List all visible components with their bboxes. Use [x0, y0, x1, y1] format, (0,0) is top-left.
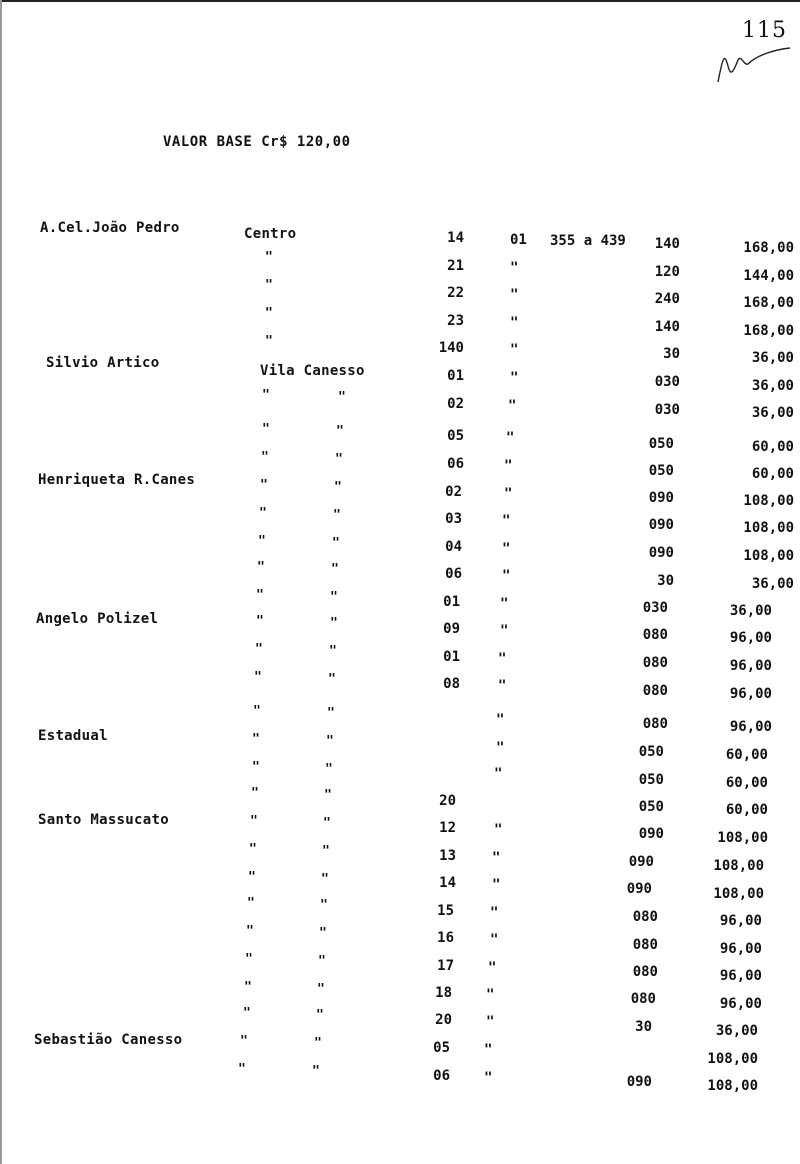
area-value: 080 [630, 991, 656, 1007]
area-value: 030 [642, 600, 668, 616]
area-value: 080 [642, 627, 668, 643]
lot-number: 03 [445, 511, 462, 527]
ditto-mark: " [261, 450, 269, 465]
ditto-mark: " [251, 786, 259, 801]
lot-number: 15 [437, 903, 454, 919]
lot-number: 13 [439, 848, 456, 864]
quadra-number: " [506, 430, 515, 446]
lot-number: 01 [447, 368, 464, 384]
area-value: 30 [663, 346, 680, 362]
valor-value: 36,00 [751, 576, 794, 592]
quadra-number: " [494, 822, 503, 838]
valor-value: 96,00 [719, 913, 762, 929]
range-text: 355 a 439 [550, 233, 626, 249]
quadra-number: " [510, 315, 519, 331]
valor-value: 108,00 [707, 1051, 758, 1067]
ditto-mark: " [333, 508, 341, 523]
valor-value: 108,00 [743, 493, 794, 509]
lot-number: 21 [447, 258, 464, 274]
area-value: 140 [654, 319, 680, 335]
lot-number: 12 [439, 820, 456, 836]
valor-value: 108,00 [707, 1078, 758, 1094]
ditto-mark: " [326, 734, 334, 749]
ditto-mark: " [314, 1036, 322, 1051]
ditto-mark: " [258, 534, 266, 549]
ditto-mark: " [334, 480, 342, 495]
owner-name: Henriqueta R.Canes [38, 472, 196, 488]
ditto-mark: " [248, 870, 256, 885]
ditto-mark: " [318, 954, 326, 969]
ditto-mark: " [328, 672, 336, 687]
lot-number: 20 [439, 793, 456, 809]
lot-number: 14 [439, 875, 456, 891]
lot-number: 23 [447, 313, 464, 329]
ditto-mark: " [330, 616, 338, 631]
owner-name: A.Cel.João Pedro [40, 220, 180, 236]
lot-number: 20 [435, 1012, 452, 1028]
ditto-mark: " [320, 898, 328, 913]
area-value: 080 [642, 655, 668, 671]
lot-number: 06 [433, 1068, 450, 1084]
ditto-mark: " [331, 562, 339, 577]
ditto-mark: " [265, 250, 273, 265]
lot-number: 18 [435, 985, 452, 1001]
ditto-mark: " [255, 642, 263, 657]
quadra-number: " [486, 987, 495, 1003]
ditto-mark: " [245, 952, 253, 967]
ditto-mark: " [323, 816, 331, 831]
ditto-mark: " [329, 644, 337, 659]
valor-value: 36,00 [751, 350, 794, 366]
valor-value: 60,00 [725, 802, 768, 818]
valor-value: 60,00 [725, 747, 768, 763]
ditto-mark: " [321, 872, 329, 887]
ditto-mark: " [259, 506, 267, 521]
quadra-number: " [502, 568, 511, 584]
lot-number: 05 [433, 1040, 450, 1056]
ditto-mark: " [265, 334, 273, 349]
valor-value: 168,00 [743, 295, 794, 311]
quadra-number: " [492, 877, 501, 893]
lot-number: 14 [447, 230, 464, 246]
area-value: 050 [648, 463, 674, 479]
quadra-number: " [500, 623, 509, 639]
quadra-number: " [494, 766, 503, 782]
handwritten-initials [712, 40, 792, 86]
valor-value: 36,00 [751, 378, 794, 394]
page-top-edge [0, 0, 800, 2]
ditto-mark: " [247, 896, 255, 911]
area-value: 30 [657, 573, 674, 589]
lot-number: 01 [443, 594, 460, 610]
page-left-edge [0, 0, 2, 1164]
valor-value: 96,00 [719, 968, 762, 984]
ditto-mark: " [246, 924, 254, 939]
quadra-number: 01 [510, 232, 527, 248]
quadra-number: " [488, 960, 497, 976]
valor-value: 108,00 [713, 858, 764, 874]
valor-value: 36,00 [715, 1023, 758, 1039]
valor-value: 96,00 [729, 719, 772, 735]
lot-number: 01 [443, 649, 460, 665]
lot-number: 04 [445, 539, 462, 555]
quadra-number: " [502, 513, 511, 529]
area-value: 240 [654, 291, 680, 307]
quadra-number: " [510, 342, 519, 358]
valor-value: 108,00 [717, 830, 768, 846]
quadra-number: " [510, 260, 519, 276]
ditto-mark: " [240, 1034, 248, 1049]
lot-number: 02 [445, 484, 462, 500]
ditto-mark: " [256, 588, 264, 603]
ditto-mark: " [327, 706, 335, 721]
area-value: 090 [648, 517, 674, 533]
area-value: 080 [642, 716, 668, 732]
quadra-number: " [510, 370, 519, 386]
area-value: 140 [654, 236, 680, 252]
quadra-number: " [496, 712, 505, 728]
lot-number: 22 [447, 285, 464, 301]
ditto-mark: " [262, 388, 270, 403]
quadra-number: " [490, 932, 499, 948]
area-value: 080 [642, 683, 668, 699]
ditto-mark: " [325, 762, 333, 777]
ditto-mark: " [312, 1064, 320, 1079]
ditto-mark: " [244, 980, 252, 995]
quadra-number: " [500, 596, 509, 612]
ditto-mark: " [256, 614, 264, 629]
valor-value: 108,00 [713, 886, 764, 902]
area-value: 050 [638, 799, 664, 815]
valor-value: 168,00 [743, 240, 794, 256]
area-value: 080 [632, 937, 658, 953]
ditto-mark: " [238, 1062, 246, 1077]
ditto-mark: " [319, 926, 327, 941]
ditto-mark: " [262, 422, 270, 437]
quadra-number: " [484, 1042, 493, 1058]
owner-name: Sebastião Canesso [34, 1032, 183, 1048]
area-value: 050 [638, 744, 664, 760]
ditto-mark: " [265, 278, 273, 293]
quadra-number: " [484, 1070, 493, 1086]
quadra-number: " [492, 850, 501, 866]
ditto-mark: " [243, 1006, 251, 1021]
valor-value: 168,00 [743, 323, 794, 339]
ditto-mark: " [330, 590, 338, 605]
quadra-number: " [508, 398, 517, 414]
valor-value: 96,00 [719, 941, 762, 957]
quadra-number: " [486, 1014, 495, 1030]
valor-value: 108,00 [743, 520, 794, 536]
ditto-mark: " [316, 1008, 324, 1023]
lot-number: 08 [443, 676, 460, 692]
area-value: 090 [628, 854, 654, 870]
quadra-number: " [496, 740, 505, 756]
area-value: 120 [654, 264, 680, 280]
owner-name: Silvio Artico [46, 355, 160, 371]
lot-number: 06 [447, 456, 464, 472]
owner-name: Estadual [38, 728, 108, 744]
ditto-mark: " [252, 760, 260, 775]
location-label: Centro [244, 226, 297, 242]
lot-number: 16 [437, 930, 454, 946]
area-value: 090 [626, 881, 652, 897]
area-value: 090 [648, 490, 674, 506]
quadra-number: " [498, 651, 507, 667]
ditto-mark: " [260, 478, 268, 493]
ditto-mark: " [332, 536, 340, 551]
ditto-mark: " [253, 704, 261, 719]
ditto-mark: " [335, 452, 343, 467]
valor-value: 60,00 [751, 466, 794, 482]
lot-number: 06 [445, 566, 462, 582]
area-value: 090 [626, 1074, 652, 1090]
quadra-number: " [490, 905, 499, 921]
area-value: 050 [648, 436, 674, 452]
ditto-mark: " [249, 842, 257, 857]
valor-value: 96,00 [729, 686, 772, 702]
lot-number: 140 [438, 340, 464, 356]
lot-number: 17 [437, 958, 454, 974]
quadra-number: " [504, 486, 513, 502]
valor-value: 36,00 [729, 603, 772, 619]
area-value: 030 [654, 374, 680, 390]
area-value: 080 [632, 909, 658, 925]
valor-value: 60,00 [751, 439, 794, 455]
lot-number: 05 [447, 428, 464, 444]
lot-number: 02 [447, 396, 464, 412]
valor-value: 36,00 [751, 405, 794, 421]
quadra-number: " [502, 541, 511, 557]
valor-base-heading: VALOR BASE Cr$ 120,00 [163, 134, 351, 150]
ditto-mark: " [336, 424, 344, 439]
owner-name: Angelo Polizel [36, 611, 159, 627]
area-value: 30 [635, 1019, 652, 1035]
valor-value: 60,00 [725, 775, 768, 791]
area-value: 090 [648, 545, 674, 561]
lot-number: 09 [443, 621, 460, 637]
ditto-mark: " [250, 814, 258, 829]
ditto-mark: " [265, 306, 273, 321]
page-number: 115 [742, 18, 787, 43]
area-value: 050 [638, 772, 664, 788]
area-value: 080 [632, 964, 658, 980]
ditto-mark: " [252, 732, 260, 747]
valor-value: 96,00 [729, 630, 772, 646]
valor-value: 96,00 [719, 996, 762, 1012]
area-value: 090 [638, 826, 664, 842]
valor-value: 96,00 [729, 658, 772, 674]
ditto-mark: " [254, 670, 262, 685]
location-label: Vila Canesso [260, 363, 365, 379]
quadra-number: " [498, 678, 507, 694]
ditto-mark: " [322, 844, 330, 859]
ditto-mark: " [338, 390, 346, 405]
quadra-number: " [504, 458, 513, 474]
quadra-number: " [510, 287, 519, 303]
owner-name: Santo Massucato [38, 812, 169, 828]
valor-value: 108,00 [743, 548, 794, 564]
valor-value: 144,00 [743, 268, 794, 284]
ditto-mark: " [324, 788, 332, 803]
area-value: 030 [654, 402, 680, 418]
ditto-mark: " [317, 982, 325, 997]
ditto-mark: " [257, 560, 265, 575]
